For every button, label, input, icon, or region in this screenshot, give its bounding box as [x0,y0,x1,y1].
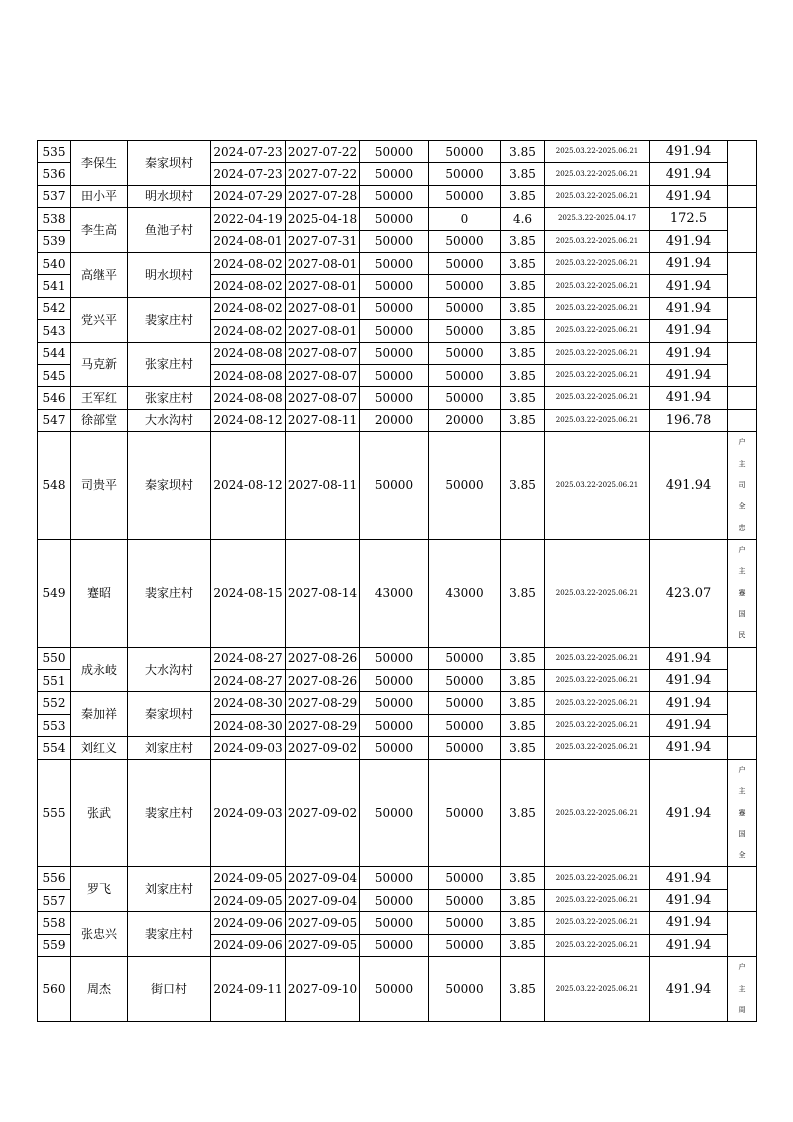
loan-end-date-cell: 2027-08-07 [286,364,360,386]
loan-start-date-cell: 2022-04-19 [211,208,286,230]
loan-balance-cell: 50000 [429,141,501,163]
loan-amount-cell: 50000 [360,692,429,714]
loan-start-date-cell: 2024-07-23 [211,163,286,185]
row-number-cell: 548 [38,432,71,540]
loan-start-date-cell: 2024-08-02 [211,297,286,319]
interest-period-cell: 2025.03.22-2025.06.21 [545,409,650,431]
row-number-cell: 559 [38,934,71,956]
loan-end-date-cell: 2027-09-05 [286,934,360,956]
interest-rate-cell: 3.85 [501,889,545,911]
loan-end-date-cell: 2027-08-29 [286,714,360,736]
loan-balance-cell: 50000 [429,759,501,867]
loan-start-date-cell: 2024-08-30 [211,692,286,714]
interest-rate-cell: 3.85 [501,714,545,736]
interest-period-cell: 2025.03.22-2025.06.21 [545,670,650,692]
village-cell: 裴家庄村 [128,759,211,867]
loan-end-date-cell: 2027-09-10 [286,956,360,1021]
row-number-cell: 537 [38,185,71,207]
interest-period-cell: 2025.03.22-2025.06.21 [545,647,650,669]
loan-amount-cell: 50000 [360,432,429,540]
loan-amount-cell: 50000 [360,934,429,956]
loan-amount-cell: 50000 [360,364,429,386]
remark-text [728,343,756,387]
loan-amount-cell: 50000 [360,230,429,252]
interest-amount-cell: 491.94 [650,670,728,692]
loan-end-date-cell: 2027-09-02 [286,759,360,867]
table-row [38,912,757,934]
interest-period-cell: 2025.03.22-2025.06.21 [545,912,650,934]
remark-text [728,867,756,911]
loan-start-date-cell: 2024-08-08 [211,387,286,409]
table-row [38,737,757,759]
loan-balance-cell: 0 [429,208,501,230]
interest-amount-cell: 491.94 [650,387,728,409]
table-row [38,297,757,319]
interest-amount-cell: 172.5 [650,208,728,230]
loan-start-date-cell: 2024-08-02 [211,252,286,274]
interest-rate-cell: 3.85 [501,163,545,185]
village-cell: 大水沟村 [128,647,211,692]
interest-period-cell: 2025.03.22-2025.06.21 [545,759,650,867]
loan-balance-cell: 50000 [429,934,501,956]
interest-rate-cell: 3.85 [501,275,545,297]
row-number-cell: 541 [38,275,71,297]
remark-cell [728,539,757,647]
interest-rate-cell: 3.85 [501,539,545,647]
loan-end-date-cell: 2027-08-01 [286,320,360,342]
borrower-name-cell: 李保生 [71,141,128,186]
interest-rate-cell: 3.85 [501,342,545,364]
loan-balance-cell: 50000 [429,692,501,714]
table-row [38,692,757,714]
village-cell: 秦家坝村 [128,432,211,540]
row-number-cell: 554 [38,737,71,759]
remark-cell [728,759,757,867]
loan-balance-cell: 50000 [429,956,501,1021]
table-row [38,208,757,230]
interest-period-cell: 2025.03.22-2025.06.21 [545,889,650,911]
loan-start-date-cell: 2024-09-03 [211,737,286,759]
row-number-cell: 540 [38,252,71,274]
loan-balance-cell: 50000 [429,714,501,736]
interest-period-cell: 2025.03.22-2025.06.21 [545,230,650,252]
loan-balance-cell: 50000 [429,297,501,319]
interest-rate-cell: 3.85 [501,670,545,692]
loan-start-date-cell: 2024-09-05 [211,867,286,889]
interest-amount-cell: 491.94 [650,275,728,297]
loan-end-date-cell: 2027-08-01 [286,297,360,319]
row-number-cell: 555 [38,759,71,867]
loan-amount-cell: 50000 [360,912,429,934]
loan-interest-table [37,140,757,1022]
interest-amount-cell: 491.94 [650,889,728,911]
interest-period-cell: 2025.03.22-2025.06.21 [545,320,650,342]
loan-start-date-cell: 2024-08-02 [211,275,286,297]
borrower-name-cell: 马克新 [71,342,128,387]
remark-text [728,387,756,408]
row-number-cell: 556 [38,867,71,889]
loan-amount-cell: 50000 [360,737,429,759]
remark-cell [728,647,757,692]
interest-amount-cell: 423.07 [650,539,728,647]
remark-cell [728,342,757,387]
remark-cell [728,297,757,342]
village-cell: 大水沟村 [128,409,211,431]
loan-start-date-cell: 2024-08-27 [211,647,286,669]
loan-end-date-cell: 2027-08-26 [286,670,360,692]
row-number-cell: 547 [38,409,71,431]
loan-amount-cell: 50000 [360,670,429,692]
interest-amount-cell: 491.94 [650,297,728,319]
loan-start-date-cell: 2024-08-30 [211,714,286,736]
village-cell: 明水坝村 [128,185,211,207]
table-row [38,342,757,364]
village-cell: 张家庄村 [128,387,211,409]
interest-period-cell: 2025.03.22-2025.06.21 [545,342,650,364]
interest-period-cell: 2025.03.22-2025.06.21 [545,163,650,185]
remark-text [728,141,756,185]
remark-text: 户 主 蹇 国 民 [738,546,746,640]
remark-text [728,208,756,252]
interest-rate-cell: 3.85 [501,692,545,714]
borrower-name-cell: 党兴平 [71,297,128,342]
village-cell: 街口村 [128,956,211,1021]
remark-text: 户 主 司 全 忠 [738,438,746,532]
borrower-name-cell: 司贵平 [71,432,128,540]
interest-rate-cell: 3.85 [501,759,545,867]
row-number-cell: 553 [38,714,71,736]
remark-cell [728,409,757,431]
interest-amount-cell: 491.94 [650,737,728,759]
loan-end-date-cell: 2027-08-01 [286,275,360,297]
remark-text [728,737,756,758]
interest-amount-cell: 491.94 [650,867,728,889]
interest-rate-cell: 3.85 [501,185,545,207]
remark-text [728,648,756,692]
interest-amount-cell: 491.94 [650,364,728,386]
loan-balance-cell: 50000 [429,342,501,364]
borrower-name-cell: 成永岐 [71,647,128,692]
loan-amount-cell: 50000 [360,141,429,163]
village-cell: 刘家庄村 [128,867,211,912]
interest-amount-cell: 491.94 [650,692,728,714]
table-row [38,409,757,431]
borrower-name-cell: 周杰 [71,956,128,1021]
loan-balance-cell: 50000 [429,912,501,934]
loan-amount-cell: 20000 [360,409,429,431]
remark-cell [728,185,757,207]
loan-start-date-cell: 2024-09-06 [211,934,286,956]
row-number-cell: 544 [38,342,71,364]
table-row [38,759,757,867]
remark-cell [728,387,757,409]
interest-amount-cell: 491.94 [650,956,728,1021]
loan-amount-cell: 50000 [360,275,429,297]
remark-text [728,410,756,431]
loan-balance-cell: 50000 [429,737,501,759]
loan-end-date-cell: 2027-08-11 [286,409,360,431]
interest-amount-cell: 491.94 [650,647,728,669]
loan-amount-cell: 50000 [360,867,429,889]
interest-rate-cell: 3.85 [501,867,545,889]
table-body [38,141,757,1022]
loan-amount-cell: 50000 [360,163,429,185]
interest-rate-cell: 3.85 [501,912,545,934]
interest-rate-cell: 3.85 [501,934,545,956]
loan-balance-cell: 43000 [429,539,501,647]
interest-amount-cell: 491.94 [650,934,728,956]
loan-start-date-cell: 2024-08-08 [211,342,286,364]
row-number-cell: 560 [38,956,71,1021]
interest-amount-cell: 491.94 [650,342,728,364]
borrower-name-cell: 秦加祥 [71,692,128,737]
remark-text [728,186,756,207]
loan-end-date-cell: 2027-07-28 [286,185,360,207]
row-number-cell: 543 [38,320,71,342]
borrower-name-cell: 张忠兴 [71,912,128,957]
loan-balance-cell: 50000 [429,647,501,669]
table-row [38,141,757,163]
loan-end-date-cell: 2027-09-04 [286,889,360,911]
interest-amount-cell: 491.94 [650,252,728,274]
remark-text: 户 主 周 [738,963,746,1014]
loan-balance-cell: 50000 [429,432,501,540]
loan-end-date-cell: 2027-08-07 [286,342,360,364]
village-cell: 明水坝村 [128,252,211,297]
remark-cell [728,912,757,957]
interest-period-cell: 2025.03.22-2025.06.21 [545,252,650,274]
loan-end-date-cell: 2027-09-02 [286,737,360,759]
interest-amount-cell: 491.94 [650,163,728,185]
loan-amount-cell: 50000 [360,297,429,319]
interest-rate-cell: 3.85 [501,320,545,342]
interest-period-cell: 2025.03.22-2025.06.21 [545,275,650,297]
loan-end-date-cell: 2027-08-14 [286,539,360,647]
borrower-name-cell: 罗飞 [71,867,128,912]
loan-amount-cell: 50000 [360,320,429,342]
loan-end-date-cell: 2027-08-01 [286,252,360,274]
loan-amount-cell: 50000 [360,342,429,364]
remark-cell [728,692,757,737]
village-cell: 裴家庄村 [128,297,211,342]
row-number-cell: 536 [38,163,71,185]
row-number-cell: 535 [38,141,71,163]
loan-amount-cell: 50000 [360,208,429,230]
loan-balance-cell: 50000 [429,275,501,297]
loan-amount-cell: 50000 [360,387,429,409]
row-number-cell: 549 [38,539,71,647]
loan-amount-cell: 50000 [360,252,429,274]
loan-amount-cell: 50000 [360,956,429,1021]
remark-cell [728,208,757,253]
loan-amount-cell: 50000 [360,889,429,911]
loan-start-date-cell: 2024-08-15 [211,539,286,647]
row-number-cell: 545 [38,364,71,386]
table-row [38,956,757,1021]
interest-rate-cell: 3.85 [501,252,545,274]
interest-amount-cell: 491.94 [650,912,728,934]
loan-amount-cell: 50000 [360,185,429,207]
row-number-cell: 557 [38,889,71,911]
borrower-name-cell: 高继平 [71,252,128,297]
interest-period-cell: 2025.03.22-2025.06.21 [545,737,650,759]
loan-end-date-cell: 2027-09-05 [286,912,360,934]
borrower-name-cell: 王军红 [71,387,128,409]
interest-period-cell: 2025.3.22-2025.04.17 [545,208,650,230]
remark-text: 户 主 蹇 国 全 [738,765,746,860]
interest-period-cell: 2025.03.22-2025.06.21 [545,714,650,736]
loan-amount-cell: 50000 [360,714,429,736]
loan-end-date-cell: 2027-09-04 [286,867,360,889]
loan-start-date-cell: 2024-09-03 [211,759,286,867]
remark-cell [728,737,757,759]
village-cell: 张家庄村 [128,342,211,387]
borrower-name-cell: 蹇昭 [71,539,128,647]
table-row [38,867,757,889]
interest-period-cell: 2025.03.22-2025.06.21 [545,297,650,319]
loan-end-date-cell: 2027-08-26 [286,647,360,669]
loan-balance-cell: 50000 [429,320,501,342]
loan-balance-cell: 50000 [429,867,501,889]
loan-end-date-cell: 2027-08-07 [286,387,360,409]
interest-period-cell: 2025.03.22-2025.06.21 [545,387,650,409]
loan-start-date-cell: 2024-08-27 [211,670,286,692]
interest-rate-cell: 3.85 [501,364,545,386]
row-number-cell: 542 [38,297,71,319]
loan-start-date-cell: 2024-08-12 [211,432,286,540]
interest-rate-cell: 3.85 [501,387,545,409]
loan-balance-cell: 50000 [429,252,501,274]
remark-cell [728,141,757,186]
village-cell: 鱼池子村 [128,208,211,253]
loan-start-date-cell: 2024-08-01 [211,230,286,252]
interest-amount-cell: 491.94 [650,714,728,736]
loan-start-date-cell: 2024-08-02 [211,320,286,342]
loan-start-date-cell: 2024-09-05 [211,889,286,911]
row-number-cell: 538 [38,208,71,230]
interest-amount-cell: 491.94 [650,141,728,163]
interest-rate-cell: 3.85 [501,956,545,1021]
village-cell: 秦家坝村 [128,141,211,186]
interest-period-cell: 2025.03.22-2025.06.21 [545,692,650,714]
village-cell: 裴家庄村 [128,539,211,647]
loan-end-date-cell: 2027-07-22 [286,163,360,185]
interest-amount-cell: 491.94 [650,185,728,207]
interest-rate-cell: 3.85 [501,230,545,252]
loan-start-date-cell: 2024-08-12 [211,409,286,431]
loan-balance-cell: 50000 [429,364,501,386]
loan-end-date-cell: 2027-07-22 [286,141,360,163]
row-number-cell: 558 [38,912,71,934]
remark-text [728,912,756,956]
interest-period-cell: 2025.03.22-2025.06.21 [545,185,650,207]
village-cell: 刘家庄村 [128,737,211,759]
borrower-name-cell: 李生高 [71,208,128,253]
interest-rate-cell: 4.6 [501,208,545,230]
borrower-name-cell: 田小平 [71,185,128,207]
row-number-cell: 552 [38,692,71,714]
interest-period-cell: 2025.03.22-2025.06.21 [545,956,650,1021]
row-number-cell: 539 [38,230,71,252]
table-row [38,252,757,274]
borrower-name-cell: 张武 [71,759,128,867]
loan-amount-cell: 50000 [360,647,429,669]
row-number-cell: 551 [38,670,71,692]
interest-rate-cell: 3.85 [501,409,545,431]
loan-balance-cell: 20000 [429,409,501,431]
remark-text [728,298,756,342]
interest-amount-cell: 491.94 [650,230,728,252]
interest-amount-cell: 491.94 [650,759,728,867]
remark-cell [728,867,757,912]
loan-amount-cell: 50000 [360,759,429,867]
loan-end-date-cell: 2027-07-31 [286,230,360,252]
loan-start-date-cell: 2024-07-29 [211,185,286,207]
village-cell: 裴家庄村 [128,912,211,957]
loan-balance-cell: 50000 [429,185,501,207]
loan-start-date-cell: 2024-07-23 [211,141,286,163]
interest-rate-cell: 3.85 [501,432,545,540]
loan-balance-cell: 50000 [429,670,501,692]
interest-period-cell: 2025.03.22-2025.06.21 [545,934,650,956]
remark-text [728,253,756,297]
loan-start-date-cell: 2024-09-06 [211,912,286,934]
interest-period-cell: 2025.03.22-2025.06.21 [545,867,650,889]
remark-cell [728,252,757,297]
loan-balance-cell: 50000 [429,889,501,911]
remark-cell [728,956,757,1021]
loan-end-date-cell: 2027-08-11 [286,432,360,540]
interest-amount-cell: 491.94 [650,320,728,342]
loan-balance-cell: 50000 [429,163,501,185]
loan-balance-cell: 50000 [429,387,501,409]
remark-text [728,692,756,736]
table-row [38,185,757,207]
row-number-cell: 546 [38,387,71,409]
borrower-name-cell: 徐部堂 [71,409,128,431]
loan-balance-cell: 50000 [429,230,501,252]
loan-end-date-cell: 2027-08-29 [286,692,360,714]
table-row [38,539,757,647]
loan-start-date-cell: 2024-08-08 [211,364,286,386]
interest-period-cell: 2025.03.22-2025.06.21 [545,539,650,647]
interest-rate-cell: 3.85 [501,297,545,319]
interest-period-cell: 2025.03.22-2025.06.21 [545,364,650,386]
interest-rate-cell: 3.85 [501,737,545,759]
borrower-name-cell: 刘红义 [71,737,128,759]
interest-rate-cell: 3.85 [501,141,545,163]
table-row [38,432,757,540]
interest-amount-cell: 491.94 [650,432,728,540]
table-row [38,387,757,409]
loan-end-date-cell: 2025-04-18 [286,208,360,230]
loan-start-date-cell: 2024-09-11 [211,956,286,1021]
interest-rate-cell: 3.85 [501,647,545,669]
row-number-cell: 550 [38,647,71,669]
table-row [38,647,757,669]
interest-amount-cell: 196.78 [650,409,728,431]
interest-period-cell: 2025.03.22-2025.06.21 [545,141,650,163]
remark-cell [728,432,757,540]
interest-period-cell: 2025.03.22-2025.06.21 [545,432,650,540]
loan-amount-cell: 43000 [360,539,429,647]
village-cell: 秦家坝村 [128,692,211,737]
